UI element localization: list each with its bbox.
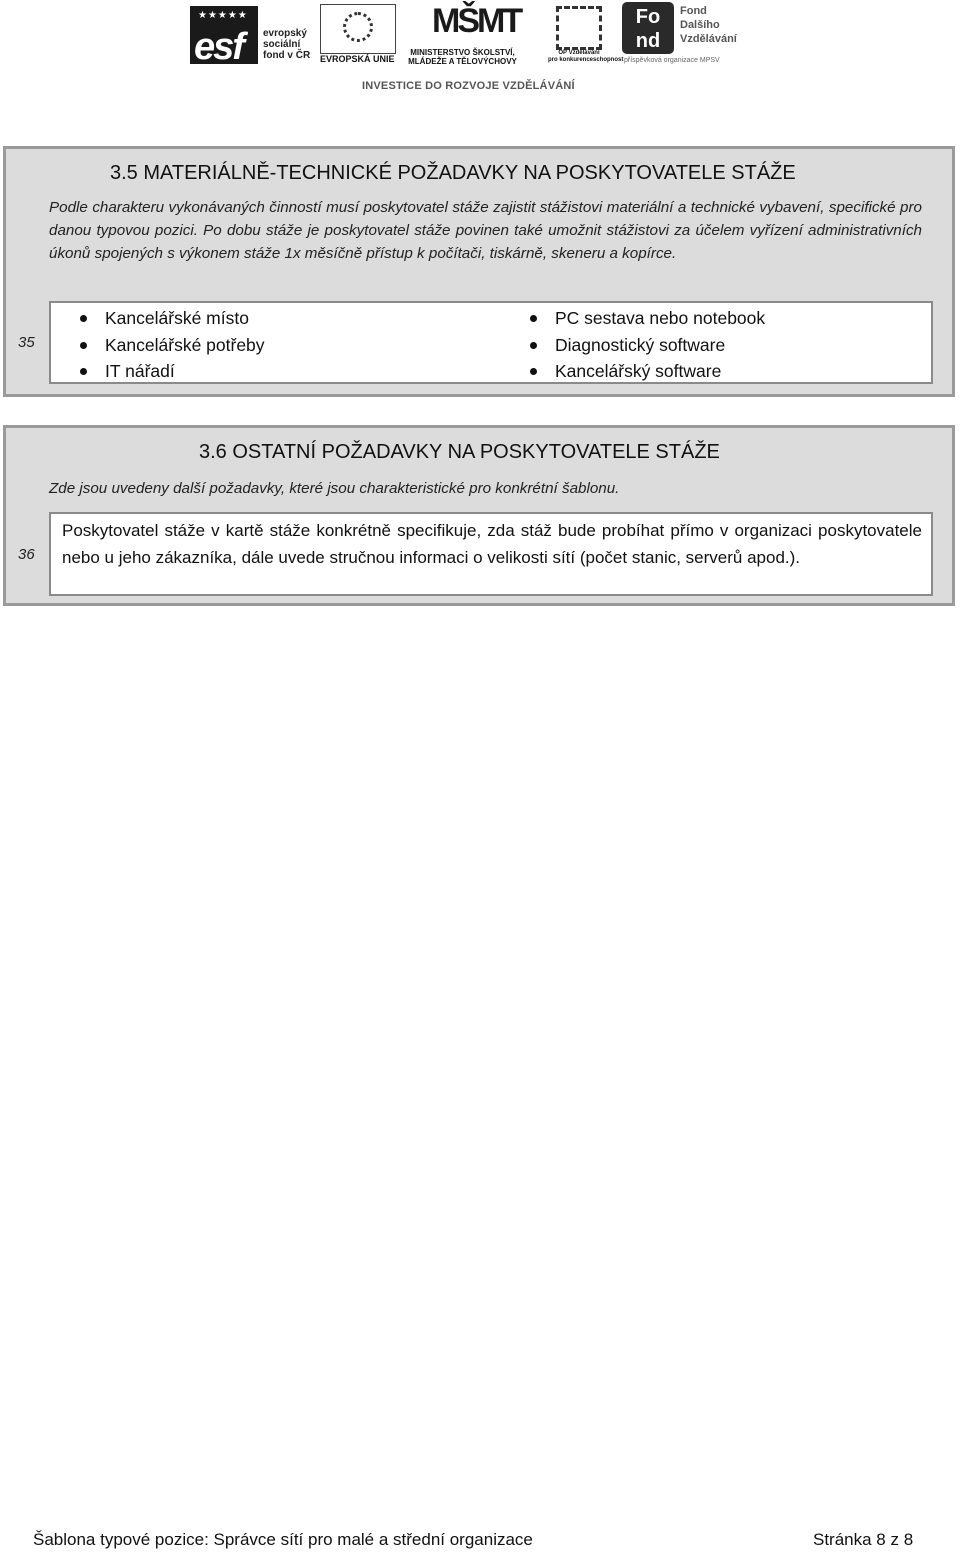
- row-number: 35: [18, 334, 35, 351]
- esf-logo-subtitle: evropský sociální fond v ČR: [263, 28, 311, 61]
- requirements-list-right: [521, 305, 765, 385]
- msmt-logo-caption: MINISTERSTVO ŠKOLSTVÍ, MLÁDEŽE A TĚLOVÝCHOVY: [408, 48, 517, 66]
- section-intro: Zde jsou uvedeny další požadavky, které jsou charakteristické pro konkrétní šablonu.: [49, 480, 620, 497]
- fdv-logo-name: Fond Dalšího Vzdělávání: [680, 5, 737, 45]
- header-logos: [0, 0, 960, 100]
- esf-stars-icon: ★★★★★: [198, 10, 248, 21]
- op-logo-icon: [556, 6, 602, 50]
- esf-logo-text: esf: [194, 26, 243, 68]
- eu-logo: [320, 4, 396, 64]
- requirements-box: [49, 512, 933, 596]
- op-logo: [548, 4, 624, 66]
- section-title: 3.5 MATERIÁLNĚ-TECHNICKÉ POŽADAVKY NA POSKYTOVATELE STÁŽE: [110, 162, 796, 184]
- header-slogan: INVESTICE DO ROZVOJE VZDĚLÁVÁNÍ: [362, 80, 575, 92]
- eu-logo-caption: EVROPSKÁ UNIE: [320, 54, 395, 64]
- section-intro: Podle charakteru vykonávaných činností musí poskytovatel stáže zajistit stážistovi materiální a technické vybavení, specifické pro danou typovou pozici. Po dobu stáže je poskytovatel stáže povinen také umožnit stážistovi za účelem vyřízení administrativních úkonů spojených s výkonem stáže 1x měsíčně přístup k počítači, tiskárně, skeneru a kopírce.: [49, 199, 922, 262]
- eu-flag-icon: [320, 4, 396, 54]
- section-material-requirements: [3, 146, 955, 397]
- fdv-logo-mark: Fo nd: [622, 2, 674, 54]
- footer-page-number: Stránka 8 z 8: [813, 1530, 914, 1549]
- section-title: 3.6 OSTATNÍ POŽADAVKY NA POSKYTOVATELE STÁŽE: [199, 441, 720, 463]
- requirements-list-left: [71, 305, 265, 385]
- section-other-requirements: [3, 425, 955, 606]
- fdv-logo-caption: příspěvková organizace MPSV: [624, 57, 720, 64]
- msmt-logo: [400, 4, 525, 66]
- esf-logo: [190, 6, 315, 68]
- row-number: 36: [18, 546, 35, 563]
- list-item: Diagnostický software: [521, 332, 765, 359]
- list-item: IT nářadí: [71, 358, 265, 385]
- requirements-text: Poskytovatel stáže v kartě stáže konkrétně specifikuje, zda stáž bude probíhat přímo v organizaci poskytovatele nebo u jeho zákazníka, dále uvede stručnou informaci o velikosti sítí (počet stanic, serverů apod.).: [62, 521, 922, 567]
- list-item: PC sestava nebo notebook: [521, 305, 765, 332]
- list-item: Kancelářský software: [521, 358, 765, 385]
- requirements-box: [49, 301, 933, 384]
- list-item: Kancelářské místo: [71, 305, 265, 332]
- fdv-logo: [622, 2, 767, 66]
- list-item: Kancelářské potřeby: [71, 332, 265, 359]
- msmt-logo-mark: MŠMT: [432, 2, 521, 40]
- op-logo-caption: OP Vzdělávání pro konkurenceschopnost: [548, 50, 624, 63]
- footer-template-name: Šablona typové pozice: Správce sítí pro malé a střední organizace: [33, 1530, 533, 1549]
